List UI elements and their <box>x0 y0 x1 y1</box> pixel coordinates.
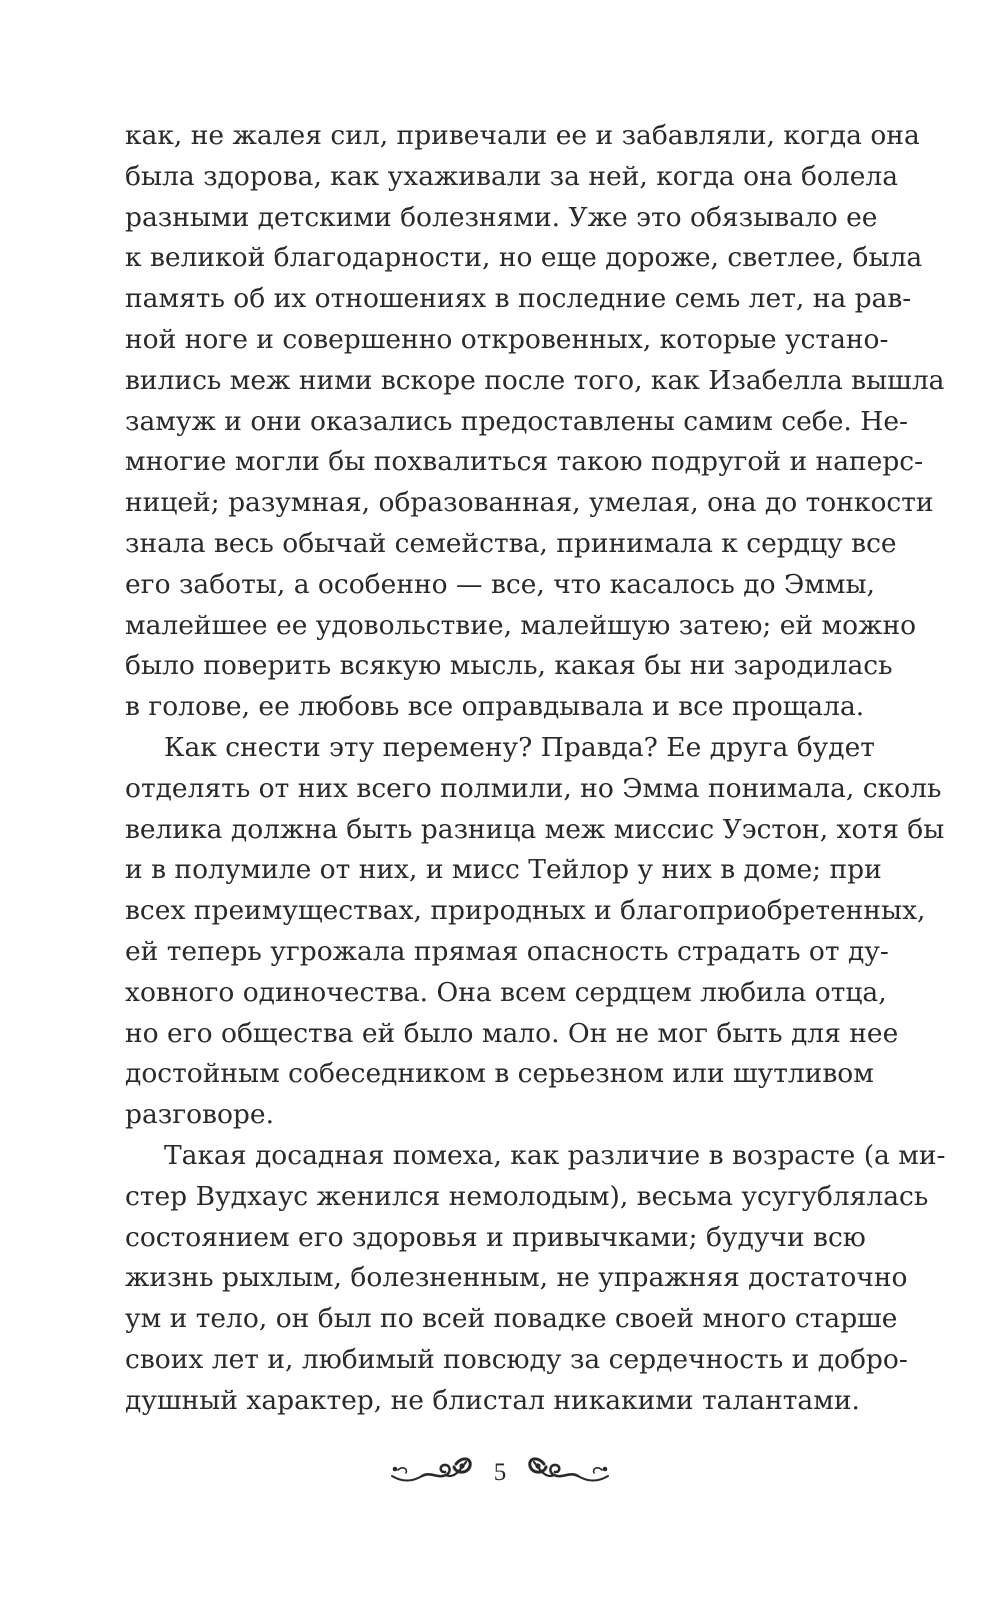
text-line: отделять от них всего полмили, но Эмма понимала, сколь <box>125 772 942 804</box>
text-line: достойным собеседником в серьезном или шутливом <box>125 1058 874 1090</box>
text-line: ум и тело, он был по всей повадке своей много старше <box>125 1303 898 1335</box>
text-line: ховного одиночества. Она всем сердцем любила отца, <box>125 976 887 1008</box>
text-line: и в полумиле от них, и мисс Тейлор у них в доме; при <box>125 854 882 886</box>
page-number: 5 <box>493 1458 507 1486</box>
text-line: в голове, ее любовь все оправдывала и все прощала. <box>125 691 865 723</box>
text-line: как, не жалея сил, привечали ее и забавляли, когда она <box>125 120 920 151</box>
text-line: разговоре. <box>125 1099 274 1131</box>
body-text <box>125 116 946 1422</box>
text-line: но его общества ей было мало. Он не мог быть для нее <box>125 1017 899 1049</box>
scroll-ornament-right-icon <box>522 1452 612 1492</box>
paragraph <box>125 116 945 728</box>
text-line: ей теперь угрожала прямая опасность страдать от ду- <box>125 935 889 967</box>
page-folio <box>0 1447 1000 1497</box>
text-line: было поверить всякую мысль, какая бы ни зародилась <box>125 650 893 682</box>
paragraph <box>125 728 945 1136</box>
text-line: Как снести эту перемену? Правда? Ее друга будет <box>164 731 875 763</box>
paragraph <box>125 1136 946 1422</box>
text-line: его заботы, а особенно — все, что касалось до Эммы, <box>125 568 875 600</box>
text-line: своих лет и, любимый повсюду за сердечность и добро- <box>125 1343 908 1375</box>
text-line: состоянием его здоровья и привычками; будучи всю <box>125 1221 866 1253</box>
text-line: велика должна быть разница меж миссис Уэстон, хотя бы <box>125 813 945 845</box>
text-line: ницей; разумная, образованная, умелая, она до тонкости <box>125 487 934 519</box>
text-line: была здорова, как ухаживали за ней, когда она болела <box>125 160 899 192</box>
text-line: душный характер, не блистал никакими талантами. <box>125 1384 860 1416</box>
text-line: всех преимуществах, природных и благоприобретенных, <box>125 895 926 927</box>
text-line: стер Вудхаус женился немолодым), весьма усугублялась <box>125 1180 929 1212</box>
text-line: разными детскими болезнями. Уже это обязывало ее <box>125 201 878 233</box>
text-line: ной ноге и совершенно откровенных, которые устано- <box>125 323 889 355</box>
text-line: память об их отношениях в последние семь лет, на рав- <box>125 283 912 315</box>
text-line: жизнь рыхлым, болезненным, не упражняя достаточно <box>125 1262 908 1294</box>
text-line: вились меж ними вскоре после того, как Изабелла вышла <box>125 364 945 396</box>
text-line: замуж и они оказались предоставлены самим себе. Не- <box>125 405 909 437</box>
text-line: Такая досадная помеха, как различие в возрасте (а ми- <box>164 1139 946 1171</box>
text-line: к великой благодарности, но еще дороже, светлее, была <box>125 242 923 274</box>
text-line: малейшее ее удовольствие, малейшую затею; ей можно <box>125 609 917 641</box>
text-line: знала весь обычай семейства, принимала к сердцу все <box>125 527 897 559</box>
text-line: многие могли бы похвалиться такою подругой и наперс- <box>125 446 924 478</box>
scroll-ornament-left-icon <box>388 1452 478 1492</box>
